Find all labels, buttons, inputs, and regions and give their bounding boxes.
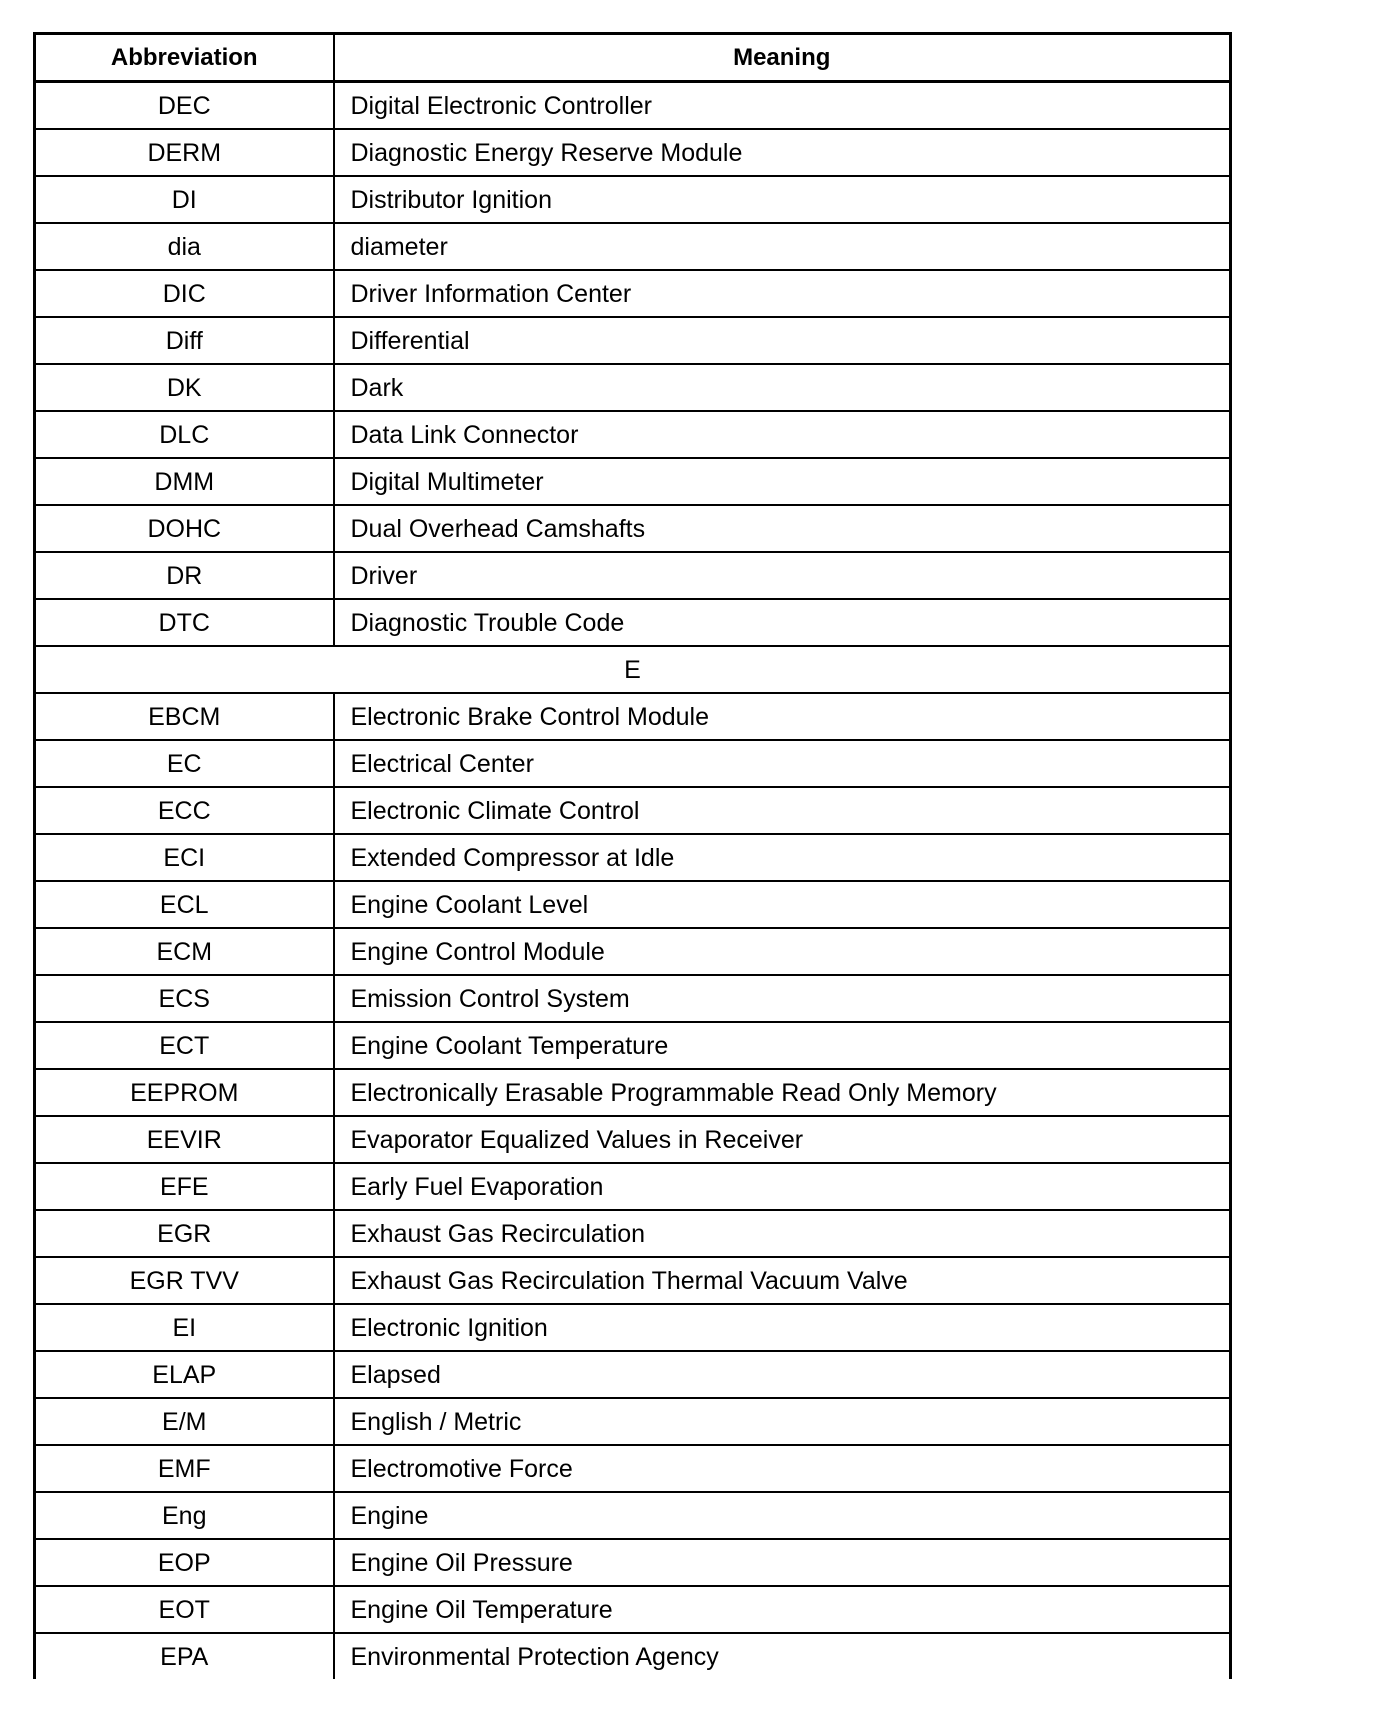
meaning-cell: Emission Control System <box>334 975 1231 1022</box>
abbreviation-cell: DEC <box>35 82 334 130</box>
abbreviation-cell: DMM <box>35 458 334 505</box>
meaning-cell: Electrical Center <box>334 740 1231 787</box>
abbreviation-cell: DOHC <box>35 505 334 552</box>
table-row <box>35 82 1231 130</box>
meaning-cell: Driver Information Center <box>334 270 1231 317</box>
abbreviation-cell: EOP <box>35 1539 334 1586</box>
meaning-cell: English / Metric <box>334 1398 1231 1445</box>
table-row <box>35 1445 1231 1492</box>
meaning-cell: Exhaust Gas Recirculation Thermal Vacuum Valve <box>334 1257 1231 1304</box>
meaning-cell: Elapsed <box>334 1351 1231 1398</box>
abbreviation-cell: Diff <box>35 317 334 364</box>
table-row <box>35 1633 1231 1679</box>
meaning-cell: Driver <box>334 552 1231 599</box>
table-row <box>35 881 1231 928</box>
table-row <box>35 1069 1231 1116</box>
table-row <box>35 1304 1231 1351</box>
table-row <box>35 975 1231 1022</box>
table-row <box>35 364 1231 411</box>
abbreviation-cell: EC <box>35 740 334 787</box>
table-row <box>35 740 1231 787</box>
abbreviation-table <box>33 32 1232 1679</box>
abbreviation-cell: ECT <box>35 1022 334 1069</box>
table-row <box>35 1257 1231 1304</box>
abbreviation-cell: ECC <box>35 787 334 834</box>
abbreviation-cell: DLC <box>35 411 334 458</box>
abbreviation-cell: EMF <box>35 1445 334 1492</box>
table-row <box>35 1586 1231 1633</box>
abbreviation-cell: ECI <box>35 834 334 881</box>
abbreviation-cell: ECS <box>35 975 334 1022</box>
column-header-abbreviation: Abbreviation <box>35 34 334 82</box>
section-letter: E <box>35 646 1231 693</box>
abbreviation-cell: EPA <box>35 1633 334 1679</box>
column-header-meaning: Meaning <box>334 34 1231 82</box>
meaning-cell: Dual Overhead Camshafts <box>334 505 1231 552</box>
table-row <box>35 129 1231 176</box>
meaning-cell: Electromotive Force <box>334 1445 1231 1492</box>
abbreviation-cell: EGR <box>35 1210 334 1257</box>
table-body <box>35 82 1231 1680</box>
abbreviation-cell: ECM <box>35 928 334 975</box>
meaning-cell: Digital Electronic Controller <box>334 82 1231 130</box>
meaning-cell: Electronic Ignition <box>334 1304 1231 1351</box>
meaning-cell: Electronically Erasable Programmable Read Only Memory <box>334 1069 1231 1116</box>
table-row <box>35 1116 1231 1163</box>
meaning-cell: Electronic Brake Control Module <box>334 693 1231 740</box>
abbreviation-cell: EI <box>35 1304 334 1351</box>
meaning-cell: Digital Multimeter <box>334 458 1231 505</box>
abbreviation-cell: EGR TVV <box>35 1257 334 1304</box>
abbreviation-cell: DR <box>35 552 334 599</box>
abbreviation-cell: DTC <box>35 599 334 646</box>
abbreviation-cell: DIC <box>35 270 334 317</box>
abbreviation-cell: EEPROM <box>35 1069 334 1116</box>
meaning-cell: Dark <box>334 364 1231 411</box>
table-row <box>35 693 1231 740</box>
table-row <box>35 505 1231 552</box>
table-row <box>35 787 1231 834</box>
table-row <box>35 1398 1231 1445</box>
table-row <box>35 552 1231 599</box>
table-row <box>35 1163 1231 1210</box>
meaning-cell: Diagnostic Trouble Code <box>334 599 1231 646</box>
abbreviation-cell: DK <box>35 364 334 411</box>
table-row <box>35 176 1231 223</box>
meaning-cell: Engine Coolant Temperature <box>334 1022 1231 1069</box>
abbreviation-cell: ECL <box>35 881 334 928</box>
table-row <box>35 1539 1231 1586</box>
table-row <box>35 599 1231 646</box>
meaning-cell: Early Fuel Evaporation <box>334 1163 1231 1210</box>
abbreviation-cell: EFE <box>35 1163 334 1210</box>
table-row <box>35 458 1231 505</box>
table-row <box>35 1210 1231 1257</box>
meaning-cell: Exhaust Gas Recirculation <box>334 1210 1231 1257</box>
meaning-cell: Evaporator Equalized Values in Receiver <box>334 1116 1231 1163</box>
meaning-cell: Diagnostic Energy Reserve Module <box>334 129 1231 176</box>
table-row <box>35 1022 1231 1069</box>
table-row <box>35 1492 1231 1539</box>
meaning-cell: Environmental Protection Agency <box>350 1642 719 1671</box>
meaning-cell: Engine Coolant Level <box>334 881 1231 928</box>
table-row <box>35 411 1231 458</box>
meaning-cell: Engine Oil Temperature <box>334 1586 1231 1633</box>
section-row <box>35 646 1231 693</box>
meaning-cell: Engine <box>334 1492 1231 1539</box>
meaning-cell: Extended Compressor at Idle <box>334 834 1231 881</box>
meaning-cell: Electronic Climate Control <box>334 787 1231 834</box>
table-row <box>35 317 1231 364</box>
abbreviation-cell: E/M <box>35 1398 334 1445</box>
meaning-cell: diameter <box>334 223 1231 270</box>
meaning-cell: Engine Oil Pressure <box>334 1539 1231 1586</box>
meaning-cell: Engine Control Module <box>334 928 1231 975</box>
abbreviation-cell: EOT <box>35 1586 334 1633</box>
table-row <box>35 1351 1231 1398</box>
table-row <box>35 928 1231 975</box>
meaning-cell: Distributor Ignition <box>334 176 1231 223</box>
table-header-row <box>35 34 1231 82</box>
abbreviation-cell: dia <box>35 223 334 270</box>
abbreviation-cell: EBCM <box>35 693 334 740</box>
meaning-cell: Data Link Connector <box>334 411 1231 458</box>
abbreviation-cell: ELAP <box>35 1351 334 1398</box>
table-row <box>35 223 1231 270</box>
meaning-cell: Differential <box>334 317 1231 364</box>
abbreviation-cell: Eng <box>35 1492 334 1539</box>
abbreviation-cell: DERM <box>35 129 334 176</box>
table-row <box>35 834 1231 881</box>
abbreviation-cell: EEVIR <box>35 1116 334 1163</box>
table-row <box>35 270 1231 317</box>
abbreviation-cell: DI <box>35 176 334 223</box>
